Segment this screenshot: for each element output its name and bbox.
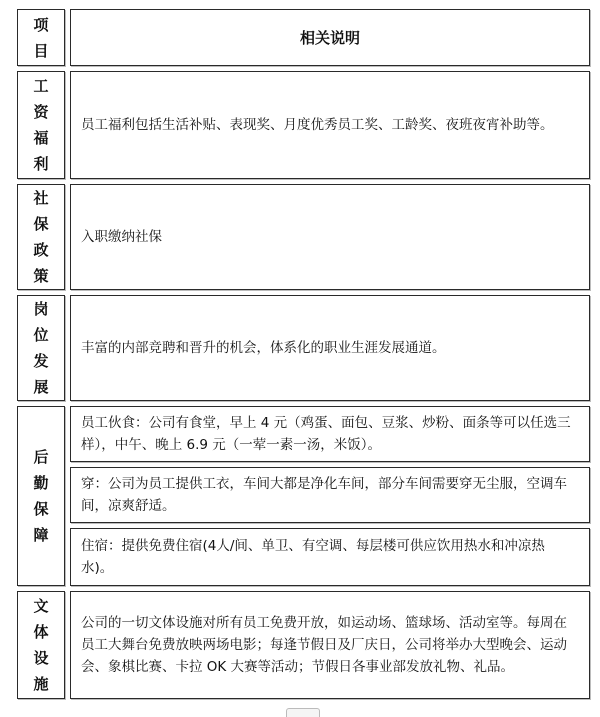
- header-item-cell: [17, 9, 65, 66]
- label-char: 展: [33, 378, 49, 396]
- label-char: 福: [33, 129, 49, 147]
- label-char: 利: [33, 155, 49, 173]
- row-text: 丰富的内部竞聘和晋升的机会，体系化的职业生涯发展通道。: [81, 340, 446, 356]
- label-char: 保: [33, 500, 49, 518]
- label-char: 位: [33, 326, 49, 344]
- row-label-career-development: [17, 295, 65, 401]
- row-label-logistics: [17, 406, 65, 586]
- row-text: 公司的一切文体设施对所有员工免费开放，如运动场、篮球场、活动室等。每周在员工大舞台免费放映两场电影；每逢节假日及厂庆日，公司将举办大型晚会、运动会、象棋比赛、卡拉 OK 大赛等活动；节假日各事业部发放礼物、礼品。: [81, 615, 567, 675]
- label-char: 工: [33, 77, 49, 95]
- label-char: 设: [33, 649, 49, 667]
- header-description-label: 相关说明: [299, 29, 360, 47]
- label-char: 岗: [33, 300, 49, 318]
- row-text-logistics-housing: [70, 528, 590, 586]
- label-char: 策: [33, 267, 49, 285]
- label-char: 文: [33, 597, 49, 615]
- header-description-cell: [70, 9, 590, 66]
- label-char: 发: [33, 352, 49, 370]
- label-char: 社: [33, 189, 49, 207]
- label-char: 资: [33, 103, 49, 121]
- row-text: 入职缴纳社保: [81, 229, 162, 245]
- label-char: 保: [33, 215, 49, 233]
- row-text: 住宿：提供免费住宿(4人/间、单卫、有空调、每层楼可供应饮用热水和冲凉热水)。: [81, 538, 545, 576]
- row-text-career-development: [70, 295, 590, 401]
- row-text: 员工福利包括生活补贴、表现奖、月度优秀员工奖、工龄奖、夜班夜宵补助等。: [81, 117, 554, 133]
- header-item-char: 目: [33, 41, 49, 60]
- row-text: 员工伙食：公司有食堂，早上 4 元（鸡蛋、面包、豆浆、炒粉、面条等可以任选三样），中午、晚上 6.9 元（一荤一素一汤，米饭）。: [81, 415, 571, 453]
- label-char: 障: [33, 526, 49, 544]
- row-label-salary-benefits: [17, 71, 65, 179]
- row-text-social-insurance: [70, 184, 590, 290]
- row-text-logistics-clothing: [70, 467, 590, 523]
- row-label-recreation-facilities: [17, 591, 65, 699]
- row-text-logistics-meals: [70, 406, 590, 462]
- label-char: 体: [33, 623, 49, 641]
- label-char: 勤: [33, 474, 49, 492]
- row-label-social-insurance: [17, 184, 65, 290]
- label-char: 后: [33, 448, 49, 466]
- header-item-char: 项: [33, 15, 49, 34]
- label-char: 政: [33, 241, 49, 259]
- row-text-salary-benefits: [70, 71, 590, 179]
- row-text-recreation-facilities: [70, 591, 590, 699]
- label-char: 施: [33, 675, 49, 693]
- row-text: 穿：公司为员工提供工衣，车间大都是净化车间，部分车间需要穿无尘服，空调车间，凉爽舒适。: [81, 476, 567, 514]
